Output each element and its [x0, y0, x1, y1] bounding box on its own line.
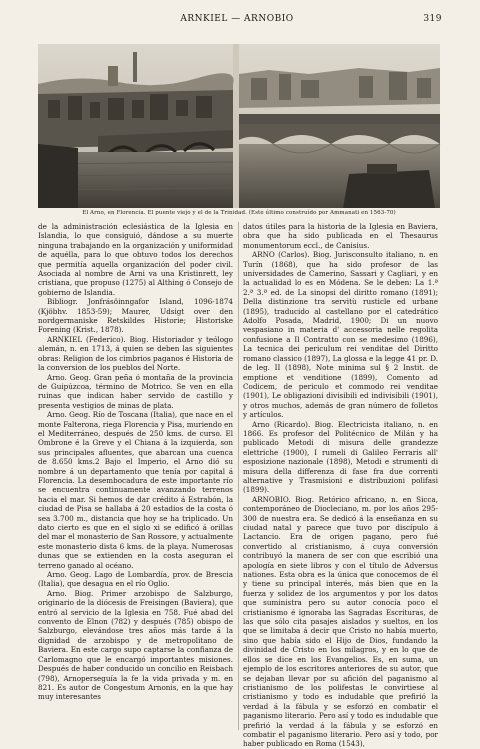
text-column-right [243, 222, 438, 749]
paragraph: datos útiles para la historia de la Iglesia en Baviera, obra que ha sido publicada en el Thesaurus monumentorum eccl., de Canisius. [243, 222, 438, 250]
paragraph: Arno. Geog. Río de Toscana (Italia), que nace en el monte Falterona, riega Florencia y Pisa, muriendo en el Mediterráneo, después de 250 kms. de curso. El Ombrone é la Greve y el Chiana á la izquierda, son sus principales afluentes, que abarcan una cuenca de 8.650 kms.2 Bajo el Imperio, el Arno dió su nombre á un departamento que tenía por capital á Florencia. La desembocadura de este importante río se encuentra continuamente avanzando terrenos hacia el mar. Si hemos de dar crédito á Estrabón, la ciudad de Pisa se hallaba á 20 estadios de la costa ó sea 3.700 m., distancia que hoy se ha triplicado. Un dato cierto es que en el siglo xi se edificó á orillas del mar el monasterio de San Rossore, y actualmente este monasterio dista 6 kms. de la playa. Numerosas dunas que se extienden en la costa aseguran el terreno ganado al océano. [38, 410, 233, 570]
page-number: 319 [423, 14, 442, 24]
text-column-left [38, 222, 233, 730]
column-divider [238, 222, 239, 730]
paragraph: de la administración eclesiástica de la Iglesia en Islandia, lo que consiguió, dándose a su muerte ninguna trabajando en la organización y uniformidad de aquélla, para lo que obtuvo todos los derechos que permitía aquella organización del poder civil. Asociada al nombre de Arni va una Kristinrett, ley cristiana, que propuso (1275) al Althing ó Consejo de gobierno de Islandia. [38, 222, 233, 297]
paragraph: ARNOBIO. Biog. Retórico africano, n. en Sicca, contemporáneo de Diocleciano, m. por los años 295-300 de nuestra era. Se dedicó á la enseñanza en su ciudad natal y parece que tuvo por discípulo á Lactancio. Era de origen pagano, pero fué convertido al cristianismo, á cuya conversión contribuyó la manera de ser con que escribió una apología en siete libros y con el título de Adversus nationes. Esta obra es la única que conocemos de él y tiene su principal interés, más bien que en la fuerza y solidez de los argumentos y por los datos que suministra pero su autor conocía poco el cristianismo é ignoraba las Sagradas Escrituras, de las que sólo cita pasajes aislados y sueltos, en los que se limitaba á decir que Cristo no había muerto, sino que había sido el Hijo de Dios, fundando la divinidad de Cristo en los milagros, y en lo que de ellos se dice en los Evangelios. Es, en suma, un ejemplo de los escritores anteriores de su autor, que se dejaban llevar por su afición del paganismo al cristianismo de los polifestas le convirtiese al cristianismo y todo es indudable que prefirió la verdad á la fábula y se esforzó en combatir el paganismo literario. Pero así y todo es indudable que prefirió la verdad á la fábula y se esforzó en combatir el paganismo literario. Pero así y todo, por haber publicado en Roma (1543), [243, 494, 438, 749]
paragraph: Arno (Ricardo). Biog. Electricista italiano, n. en 1866. Es profesor del Politécnico de Milán y ha publicado Metodi di misura delle grandezze elettriche (1900), I rumeli di Galileo Ferraris all' esposizione nazionale (1898), Metodi e strumenti di misura della differenza di fase fra due correnti alternative y Trasmisioni e distribuzioni polifasi (1899). [243, 419, 438, 495]
paragraph: ARNO (Carlos). Biog. Jurisconsulto italiano, n. en Turín (1868), que ha sido profesor de las universidades de Camerino, Sassari y Cagliari, y en la actualidad lo es en Módena. Se le deben: La 1.ª 2.ª 3.ª ed. de La sinopsi del diritto romano (1891); Della distinzione tra servitù rusticle ed urbane (1895), traducido al castellano por el catedrático Adolfo Posada, Madrid, 1900; Di un nuovo vespasiano in materia d' accessoria nelle regolita confusione a Il Contratto con se medesimo (1896), La tecnica dei periculum rei venditae del Diritto romano classico (1897), La glossa e la legge 41 pr. D. de leg. II (1898), Note minima sul § 2 Instit. de emptione et venditione (1899), Comento ad Codicem, de periculo et commodo rei venditae (1901), Le obligazioni divisibili ed indivisibili (1901), y otros muchos, además de gran número de folletos y artículos. [243, 250, 438, 420]
running-title: ARNKIEL — ARNOBIO [180, 14, 294, 24]
paragraph: Arno. Geog. Lago de Lombardía, prov. de Brescia (Italia), que desagua en el río Oglio. [38, 570, 233, 589]
figure-caption: El Arno, en Florencia. El puente viejo y el de la Trinidad. (Este último construído por Ammanati en 1563-70) [82, 210, 396, 216]
trinita-bridge-photo [239, 44, 440, 208]
arno-illustration [38, 44, 440, 208]
paragraph: Arno. Biog. Primer arzobispo de Salzburgo, originario de la diócesis de Freisingen (Baviera), que entró al servicio de la Iglesia en 758. Fué abad del convento de Elnon (782) y después (785) obispo de Salzburgo, elevándose tres años más tarde á la dignidad de arzobispo y de metropolitano de Baviera. En este cargo supo captarse la confianza de Carlomagno que le encargó importantes misiones. Después de haber conducido un concilio en Reisbach (798), Arnoperseguía la fe la vida privada y m. en 821. Es autor de Congestum Arnonis, en la que hay muy interesantes [38, 588, 233, 702]
paragraph: Bibliogr. Jonfrásöinngafor Island, 1096-1874 (Kjöbhv. 1853-59); Maurer, Udsigt over den nordgermaniske Retskildes Historie; Historiske Forening (Krist., 1878). [38, 297, 233, 335]
paragraph: ARNKIEL (Federico). Biog. Historiador y teólogo alemán, n. en 1713, á quien se deben las siguientes obras: Religion de los cimbrios paganos é Historia de la conversion de los pueblos del Norte. [38, 334, 233, 373]
paragraph: Arno. Geog. Gran peña ó montaña de la provincia de Guipúzcoa, término de Motrico. Se ven en ella ruinas que indican haber servido de castillo y presenta vestigios de minas de plata. [38, 372, 233, 410]
running-head [32, 14, 442, 28]
ponte-vecchio-photo [38, 44, 233, 208]
